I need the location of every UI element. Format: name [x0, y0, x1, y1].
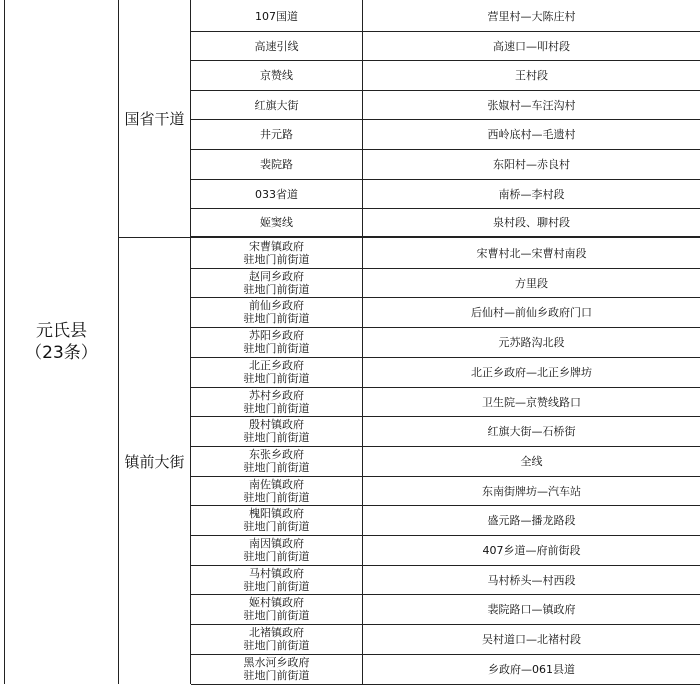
road-name-cell	[191, 654, 362, 684]
road-name: 北褚镇政府	[249, 626, 304, 639]
category-cell-trunk-roads: 国省干道	[124, 110, 185, 128]
road-segment-cell: 高速口—叩村段	[493, 40, 570, 53]
road-name: 宋曹镇政府	[249, 240, 304, 253]
road-name-cell	[191, 149, 362, 179]
road-name-line2: 驻地门前街道	[243, 609, 310, 622]
road-name-line2: 驻地门前街道	[243, 253, 310, 266]
road-name-cell	[191, 1, 362, 31]
road-name-line2: 驻地门前街道	[243, 491, 310, 504]
road-name: 南因镇政府	[249, 537, 304, 550]
road-segment-cell: 南桥—李村段	[498, 188, 565, 201]
road-name-line2: 驻地门前街道	[243, 580, 310, 593]
road-segment-cell: 营里村—大陈庄村	[487, 10, 576, 23]
road-name-cell	[191, 594, 362, 624]
road-name-cell	[191, 60, 362, 90]
road-name-cell	[191, 535, 362, 565]
road-name: 姬村镇政府	[249, 596, 304, 609]
road-name-cell	[191, 416, 362, 446]
road-segment-cell: 乡政府—061县道	[488, 663, 575, 676]
road-name-line2: 驻地门前街道	[243, 283, 310, 296]
road-name-cell	[191, 476, 362, 506]
road-name: 槐阳镇政府	[249, 507, 304, 520]
road-name-line2: 驻地门前街道	[243, 402, 310, 415]
road-name: 井元路	[260, 127, 293, 141]
road-name-cell	[191, 327, 362, 357]
row-divider	[191, 236, 700, 237]
road-name: 姬窦线	[260, 215, 293, 229]
road-name-line2: 驻地门前街道	[243, 342, 310, 355]
road-name-cell	[191, 387, 362, 417]
road-segment-cell: 盛元路—播龙路段	[487, 514, 576, 527]
road-name-cell	[191, 179, 362, 209]
road-name: 裴院路	[260, 157, 293, 171]
road-name-cell	[191, 297, 362, 327]
road-name: 前仙乡政府	[249, 299, 304, 312]
road-segment-cell: 元苏路沟北段	[498, 336, 565, 349]
road-segment-cell: 西岭底村—毛遗村	[487, 128, 576, 141]
road-name-line2: 驻地门前街道	[243, 550, 310, 563]
road-name: 殷村镇政府	[249, 418, 304, 431]
road-name-cell	[191, 31, 362, 61]
road-name-line2: 驻地门前街道	[243, 639, 310, 652]
road-name: 033省道	[255, 187, 298, 201]
road-name: 赵同乡政府	[249, 270, 304, 283]
road-name-cell	[191, 357, 362, 387]
road-segment-cell: 东阳村—赤良村	[493, 158, 570, 171]
road-name-cell	[191, 446, 362, 476]
road-segment-cell: 吴村道口—北褚村段	[482, 633, 581, 646]
road-segment-cell: 宋曹村北—宋曹村南段	[476, 247, 587, 260]
road-name-line2: 驻地门前街道	[243, 520, 310, 533]
county-cell	[5, 0, 118, 684]
road-segment-cell: 北正乡政府—北正乡牌坊	[471, 366, 592, 379]
road-segment-cell: 东南街牌坊—汽车站	[482, 485, 581, 498]
road-segment-cell: 方里段	[515, 277, 548, 290]
category-cell-town-streets: 镇前大街	[124, 452, 185, 471]
road-segment-cell: 全线	[520, 455, 543, 468]
road-name-line2: 驻地门前街道	[243, 312, 310, 325]
road-segment-cell: 马村桥头—村西段	[487, 574, 576, 587]
road-name-cell	[191, 565, 362, 595]
road-name-cell	[191, 90, 362, 120]
road-name: 红旗大街	[254, 98, 299, 112]
county-count: （23条）	[25, 343, 98, 363]
road-name-cell	[191, 268, 362, 298]
road-segment-cell: 泉村段、聊村段	[493, 216, 570, 229]
road-name: 107国道	[255, 9, 298, 23]
road-segment-cell: 407乡道—府前街段	[482, 544, 581, 557]
county-name: 元氏县	[36, 321, 87, 341]
road-name-cell	[191, 505, 362, 535]
road-name-line2: 驻地门前街道	[243, 461, 310, 474]
road-name: 苏阳乡政府	[249, 329, 304, 342]
road-name: 黑水河乡政府	[243, 656, 310, 669]
road-segment-cell: 张婌村—车汪沟村	[487, 99, 576, 112]
road-name-line2: 驻地门前街道	[243, 669, 310, 682]
road-name: 东张乡政府	[249, 448, 304, 461]
road-name-cell	[191, 119, 362, 149]
road-name-cell	[191, 624, 362, 654]
road-segment-cell: 王村段	[515, 69, 548, 82]
road-name: 京赞线	[260, 68, 293, 82]
road-segment-cell: 后仙村—前仙乡政府门口	[471, 306, 592, 319]
road-segment-cell: 裴院路口—镇政府	[487, 603, 576, 616]
road-segment-cell: 红旗大街—石桥街	[487, 425, 576, 438]
road-name: 北正乡政府	[249, 359, 304, 372]
road-name: 高速引线	[254, 39, 299, 53]
road-name-cell	[191, 238, 362, 268]
road-name: 马村镇政府	[249, 567, 304, 580]
road-name: 南佐镇政府	[249, 478, 304, 491]
road-name-cell	[191, 208, 362, 236]
road-name-line2: 驻地门前街道	[243, 372, 310, 385]
road-segment-cell: 卫生院—京赞线路口	[482, 396, 581, 409]
road-name-line2: 驻地门前街道	[243, 431, 310, 444]
road-name: 苏村乡政府	[249, 389, 304, 402]
